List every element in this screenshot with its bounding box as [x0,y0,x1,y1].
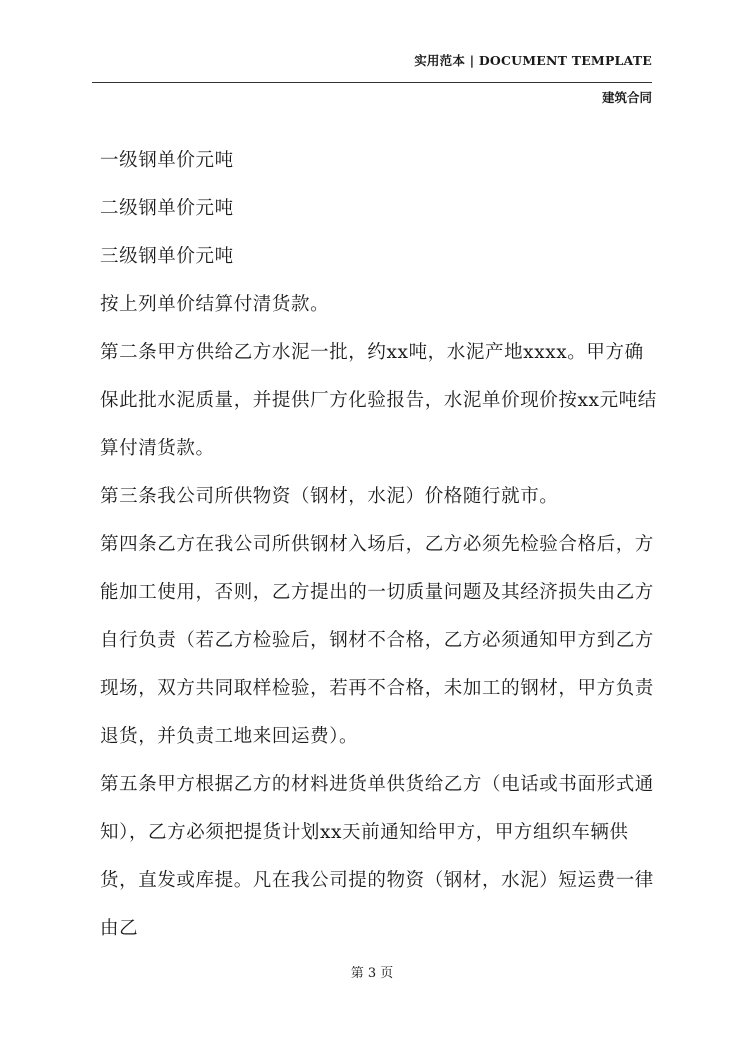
paragraph-article-5: 第五条甲方根据乙方的材料进货单供货给乙方（电话或书面形式通知），乙方必须把提货计划xx天前通知给甲方，甲方组织车辆供货，直发或库提。凡在我公司提的物资（钢材，水泥）短运费一律由乙 [100,774,654,939]
footer-prefix: 第 [350,966,364,981]
paragraph-grade3-steel: 三级钢单价元吨 [100,246,234,267]
footer-suffix: 页 [380,966,394,981]
header-title: 实用范本 | DOCUMENT TEMPLATE [414,53,652,68]
page-footer [0,962,744,981]
paragraph-article-2: 第二条甲方供给乙方水泥一批，约xx吨，水泥产地xxxx。甲方确保此批水泥质量，并提供厂方化验报告，水泥单价现价按xx元吨结算付清货款。 [100,342,657,459]
paragraph-grade2-steel: 二级钢单价元吨 [100,198,234,219]
paragraph-article-3: 第三条我公司所供物资（钢材，水泥）价格随行就市。 [100,486,559,507]
page-number: 3 [367,966,377,981]
header-divider [92,82,652,83]
page-header [0,0,744,110]
document-body [100,137,660,953]
paragraph-grade1-steel: 一级钢单价元吨 [100,150,234,171]
header-subtitle: 建筑合同 [601,90,652,105]
paragraph-settlement: 按上列单价结算付清货款。 [100,294,330,315]
paragraph-article-4: 第四条乙方在我公司所供钢材入场后，乙方必须先检验合格后，方能加工使用，否则，乙方提出的一切质量问题及其经济损失由乙方自行负责（若乙方检验后，钢材不合格，乙方必须通知甲方到乙方现场，双方共同取样检验，若再不合格，未加工的钢材，甲方负责退货，并负责工地来回运费）。 [100,534,654,747]
